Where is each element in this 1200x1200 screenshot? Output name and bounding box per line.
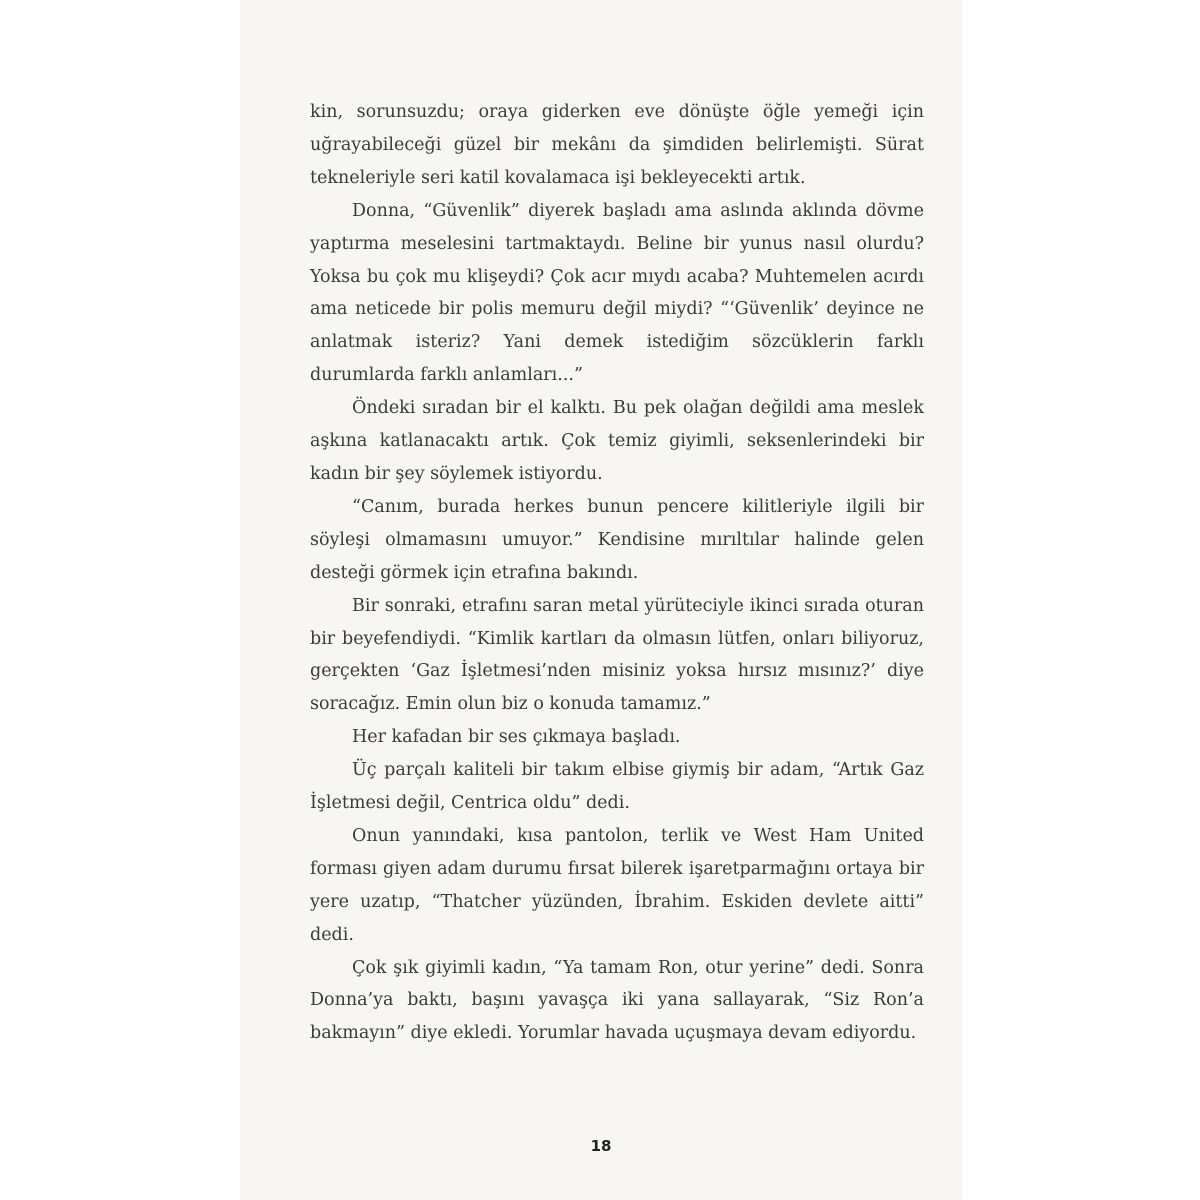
paragraph-3: Öndeki sıradan bir el kalktı. Bu pek olağan değildi ama meslek aşkına katlanacaktı artık. Çok temiz giyimli, seksenlerindeki bir kadın bir şey söylemek istiyordu. [310,398,924,484]
paragraph-6: Her kafadan bir ses çıkmaya başladı. [352,727,681,748]
paragraph-8: Onun yanındaki, kısa pantolon, terlik ve West Ham United forması giyen adam durumu fırsat bilerek işaretparmağını ortaya bir yere uzatıp, “Thatcher yüzünden, İbrahim. Eskiden devlete aitti” dedi. [310,825,924,945]
book-page [240,0,962,1200]
paragraph-1: kin, sorunsuzdu; oraya giderken eve dönüşte öğle yemeği için uğrayabileceği güzel bir mekânı da şimdiden belirlemişti. Sürat tekneleriyle seri katil kovalamaca işi bekleyecekti artık. [310,102,924,188]
paragraph-9: Çok şık giyimli kadın, “Ya tamam Ron, otur yerine” dedi. Sonra Donna’ya baktı, başını yavaşça iki yana sallayarak, “Siz Ron’a bakmayın” diye ekledi. Yorumlar havada uçuşmaya devam ediyordu. [310,957,924,1044]
paragraph-2: Donna, “Güvenlik” diyerek başladı ama aslında aklında dövme yaptırma meselesini tartmaktaydı. Beline bir yunus nasıl olurdu? Yoksa bu çok mu klişeydi? Çok acır mıydı acaba? Muhtemelen acırdı ama neticede bir polis memuru değil miydi? “‘Güvenlik’ deyince ne anlatmak isteriz? Yani demek istediğim sözcüklerin farklı durumlarda farklı anlamları...” [310,200,924,386]
paragraph-5: Bir sonraki, etrafını saran metal yürüteciyle ikinci sırada oturan bir beyefendiydi. “Kimlik kartları da olmasın lütfen, onları biliyoruz, gerçekten ‘Gaz İşletmesi’nden misiniz yoksa hırsız mısınız?’ diye soracağız. Emin olun biz o konuda tamamız.” [310,595,924,715]
paragraph-4: “Canım, burada herkes bunun pencere kilitleriyle ilgili bir söyleşi olmamasını umuyor.” Kendisine mırıltılar halinde gelen desteği görmek için etrafına bakındı. [310,496,924,583]
page-number: 18 [590,1137,612,1155]
body-text [310,96,924,1050]
paragraph-7: Üç parçalı kaliteli bir takım elbise giymiş bir adam, “Artık Gaz İşletmesi değil, Centrica oldu” dedi. [310,760,924,814]
